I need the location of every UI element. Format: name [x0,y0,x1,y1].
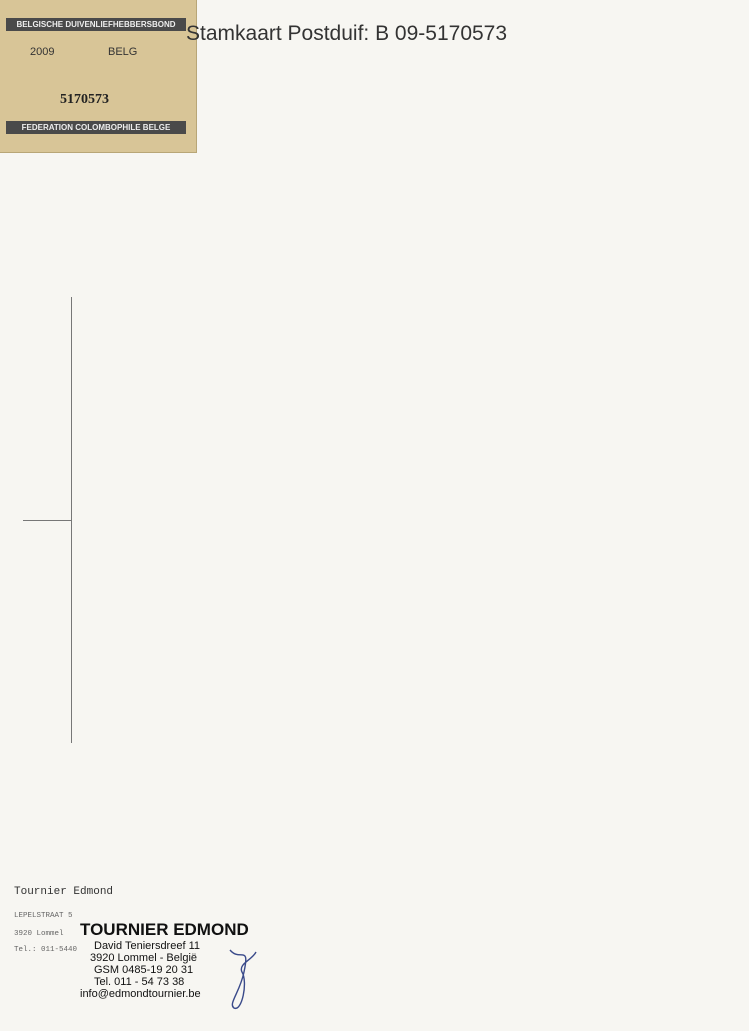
sticker-top-band: BELGISCHE DUIVENLIEFHEBBERSBOND [6,18,186,31]
signature-mark [222,942,262,1012]
owner-street: LEPELSTRAAT 5 [14,912,73,920]
owner-tel: Tel.: 011-5440 [14,946,78,954]
stamp-city: 3920 Lommel - België [90,952,198,964]
ring-sticker [0,0,197,153]
stamp-owner-name: TOURNIER EDMOND [80,920,249,939]
sticker-number: 5170573 [60,92,109,107]
sticker-bottom-band: FEDERATION COLOMBOPHILE BELGE [6,121,186,134]
pedigree-g1-row [23,520,71,521]
pedigree-g1-bracket [71,297,72,743]
page-title: Stamkaart Postduif: B 09-5170573 [186,22,508,45]
stamp-street: David Teniersdreef 11 [94,940,200,952]
sticker-year: 2009 [30,46,55,58]
stamp-email: info@edmondtournier.be [80,988,201,1000]
owner-city: 3920 Lommel [14,930,64,938]
sticker-country: BELG [108,46,138,58]
owner-name: Tournier Edmond [14,886,114,898]
stamp-tel: Tel. 011 - 54 73 38 [94,976,185,988]
stamp-gsm: GSM 0485-19 20 31 [94,964,194,976]
